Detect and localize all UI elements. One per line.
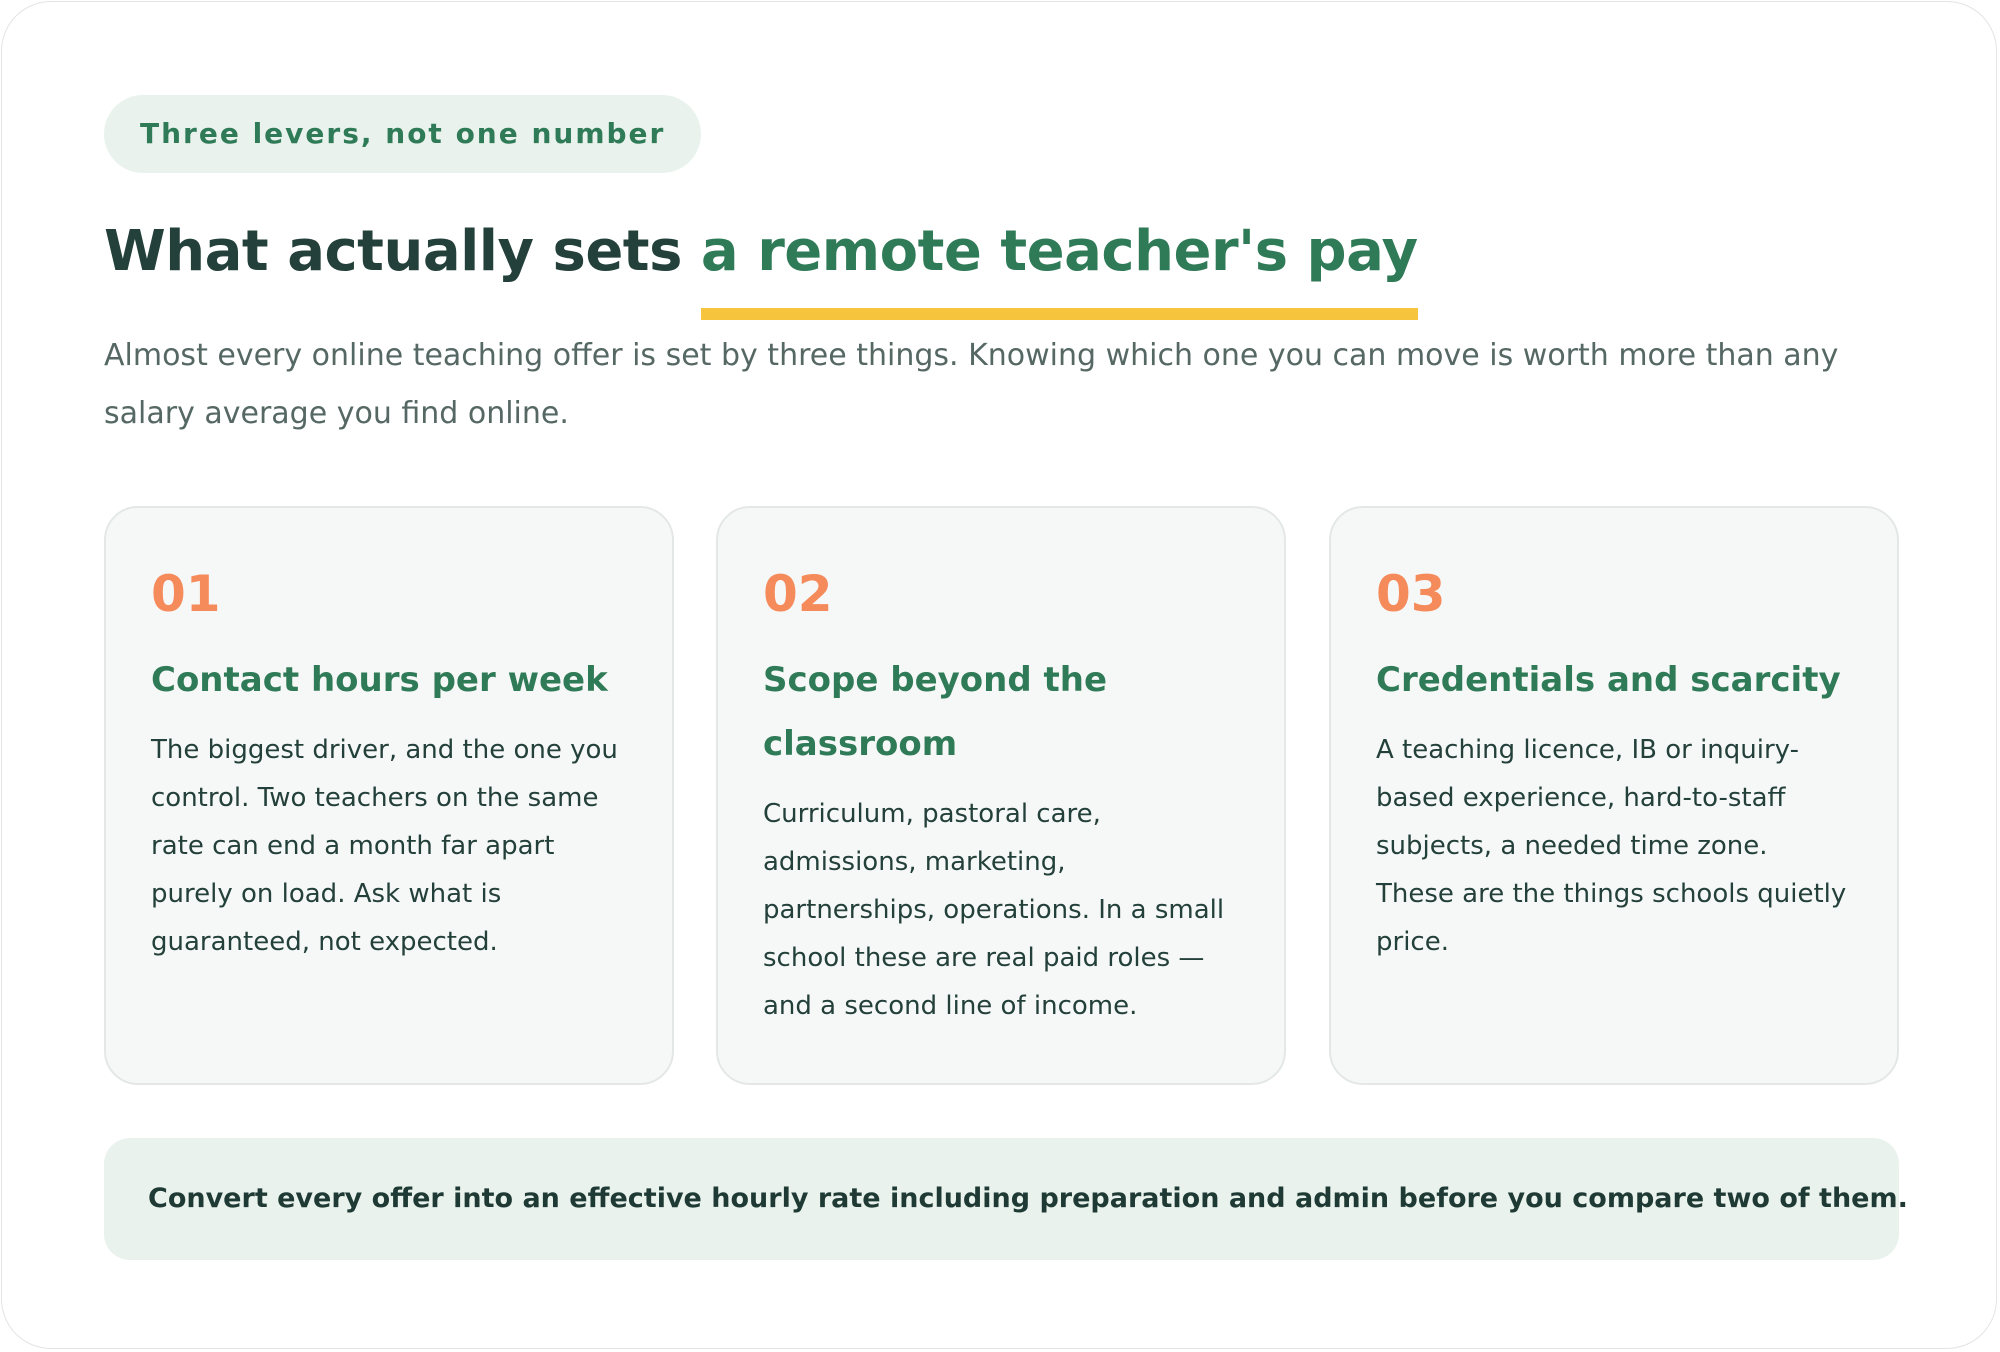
intro-paragraph: Almost every online teaching offer is set by three things. Knowing which one you can move is worth more than any salary average you find online.	[104, 338, 1839, 431]
lever-card-title: Contact hours per week	[151, 660, 608, 700]
lever-card-title: Credentials and scarcity	[1376, 660, 1841, 700]
lever-card-scope	[716, 506, 1286, 1085]
page-title	[104, 214, 1418, 290]
takeaway-callout: Convert every offer into an effective hourly rate including preparation and admin before you compare two of them.	[104, 1138, 1899, 1260]
lever-card-body: A teaching licence, IB or inquiry-based experience, hard-to-staff subjects, a needed time zone. These are the things schools quietly price.	[1376, 735, 1847, 957]
lever-card-credentials	[1329, 506, 1899, 1085]
lever-card-number: 02	[763, 565, 833, 623]
lever-card-number: 03	[1376, 565, 1446, 623]
lever-card-body: Curriculum, pastoral care, admissions, marketing, partnerships, operations. In a small school these are real paid roles — and a second line of income.	[763, 799, 1225, 1021]
content-panel	[1, 1, 1997, 1349]
lever-card-hours	[104, 506, 674, 1085]
lever-card-body: The biggest driver, and the one you control. Two teachers on the same rate can end a month far apart purely on load. Ask what is guaranteed, not expected.	[151, 735, 618, 957]
page-title-accent: a remote teacher's pay	[701, 214, 1418, 290]
section-eyebrow-badge: Three levers, not one number	[104, 95, 701, 173]
page-title-lead: What actually sets	[104, 219, 701, 284]
lever-card-number: 01	[151, 565, 221, 623]
lever-card-title: Scope beyond the classroom	[763, 660, 1108, 764]
